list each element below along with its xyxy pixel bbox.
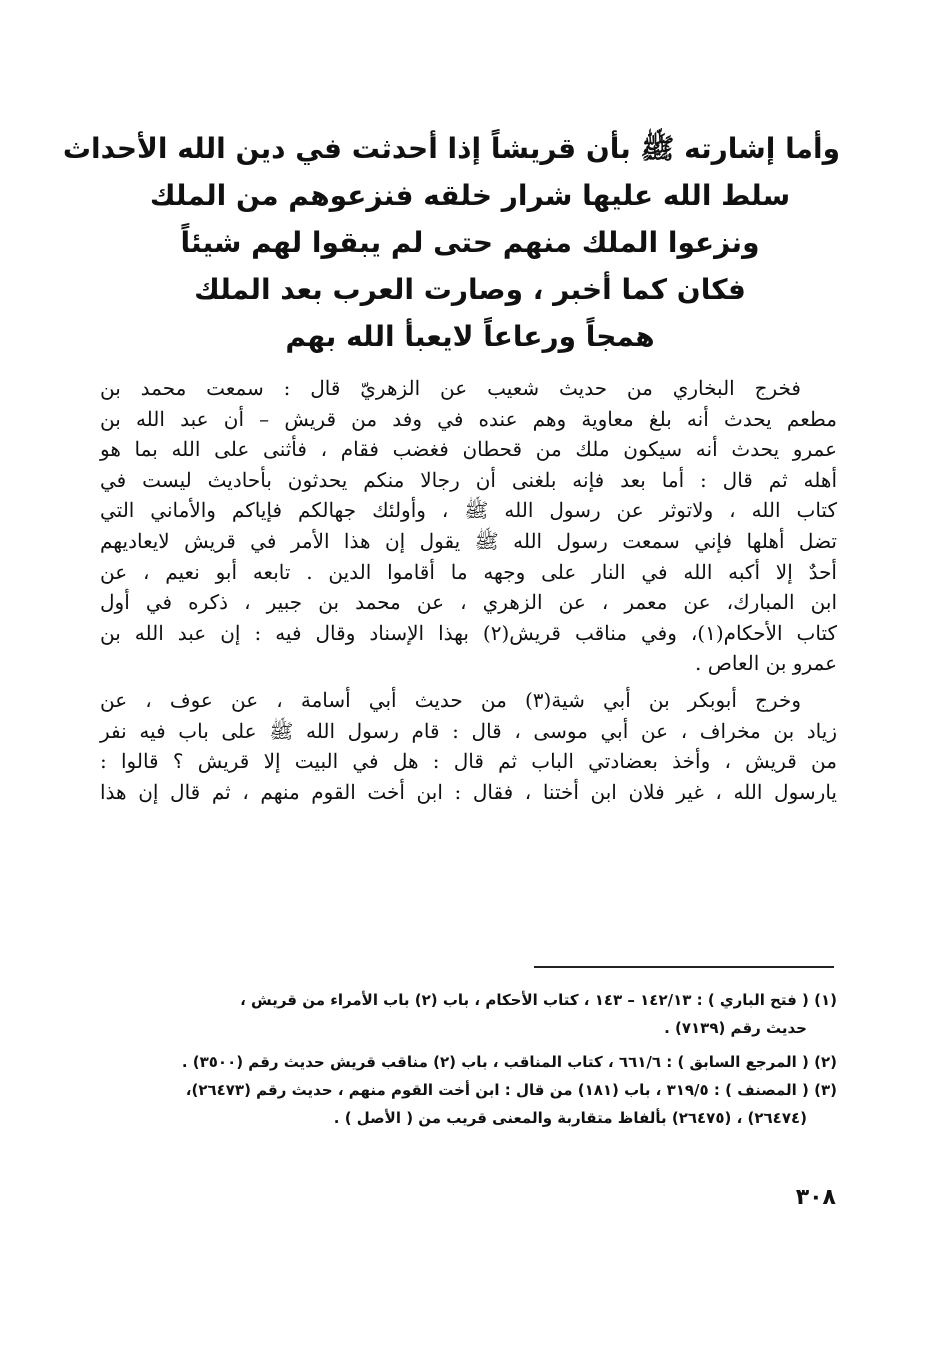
text-line: كتاب الأحكام(١)، وفي مناقب قريش(٢) بهذا الإسناد وقال فيه : إن عبد الله بن <box>100 620 837 645</box>
heading-line: ونزعوا الملك منهم حتى لم يبقوا لهم شيئاً <box>180 226 760 259</box>
paragraph-bukhari <box>100 373 837 679</box>
footnote-line: (٢٦٤٧٤) ، (٢٦٤٧٥) بألفاظ متقاربة والمعنى قريب من ( الأصل ) . <box>333 1109 807 1127</box>
text-line: مطعم يحدث أنه بلغ معاوية وهم عنده في وفد من قريش – أن عبد الله بن <box>100 406 837 431</box>
text-line: أحدٌ إلا أكبه الله في النار على وجهه ما أقاموا الدين . تابعه أبو نعيم ، عن <box>100 559 837 584</box>
footnote-line: حديث رقم (٧١٣٩) . <box>664 1019 807 1037</box>
footnote-2 <box>100 1048 837 1076</box>
footnotes <box>100 986 837 1132</box>
heading-line: همجاً ورعاعاً لايعبأ الله بهم <box>285 320 655 353</box>
footnote-3 <box>100 1076 837 1132</box>
heading-line: سلط الله عليها شرار خلقه فنزعوهم من الملك <box>149 179 791 212</box>
text-line: من قريش ، وأخذ بعضادتي الباب ثم قال : هل في البيت إلا قريش ؟ قالوا : <box>100 749 837 774</box>
text-line: تضل أهلها فإني سمعت رسول الله ﷺ يقول إن هذا الأمر في قريش لايعاديهم <box>100 528 837 553</box>
section-heading <box>62 125 840 360</box>
footnote-line: (٢) ( المرجع السابق ) : ٦٦١/٦ ، كتاب المناقب ، باب (٢) مناقب قريش حديث رقم (٣٥٠٠) . <box>181 1053 837 1071</box>
footnote-line: (١) ( فتح الباري ) : ١٤٢/١٣ – ١٤٣ ، كتاب الأحكام ، باب (٢) باب الأمراء من قريش ، <box>240 991 837 1009</box>
body-text <box>100 373 837 807</box>
footnote-1 <box>100 986 837 1042</box>
text-line: فخرج البخاري من حديث شعيب عن الزهريّ قال : سمعت محمد بن <box>100 376 801 400</box>
text-line: وخرج أبوبكر بن أبي شية(٣) من حديث أبي أسامة ، عن عوف ، عن <box>100 687 801 712</box>
text-line: أهله ثم قال : أما بعد فإنه بلغنى أن رجالا منكم يحدثون بأحاديث ليست في <box>100 467 837 492</box>
text-line: ابن المبارك، عن معمر ، عن الزهري ، عن محمد بن جبير ، ذكره في أول <box>100 590 837 615</box>
footnote-divider <box>534 966 834 968</box>
text-line: زياد بن مخراف ، عن أبي موسى ، قال : قام رسول الله ﷺ على باب فيه نفر <box>100 718 837 743</box>
text-line: عمرو بن العاص . <box>695 651 837 676</box>
text-line: يارسول الله ، غير فلان ابن أختنا ، فقال : ابن أخت القوم منهم ، ثم قال إن هذا <box>100 779 837 804</box>
heading-line: وأما إشارته ﷺ بأن قريشاً إذا أحدثت في دين الله الأحداث <box>62 132 840 165</box>
text-line: عمرو يحدث أنه سيكون ملك من قحطان فغضب فقام ، فأثنى على الله بما هو <box>100 437 837 462</box>
footnote-line: (٣) ( المصنف ) : ٣١٩/٥ ، باب (١٨١) من قال : ابن أخت القوم منهم ، حديث رقم (٢٦٤٧٣)، <box>185 1081 837 1099</box>
heading-line: فكان كما أخبر ، وصارت العرب بعد الملك <box>194 273 746 306</box>
text-line: كتاب الله ، ولاتوثر عن رسول الله ﷺ ، وأولئك جهالكم فإياكم والأماني التي <box>100 498 837 523</box>
page-number: ٣٠٨ <box>795 1185 836 1210</box>
paragraph-abibakr <box>100 685 837 807</box>
